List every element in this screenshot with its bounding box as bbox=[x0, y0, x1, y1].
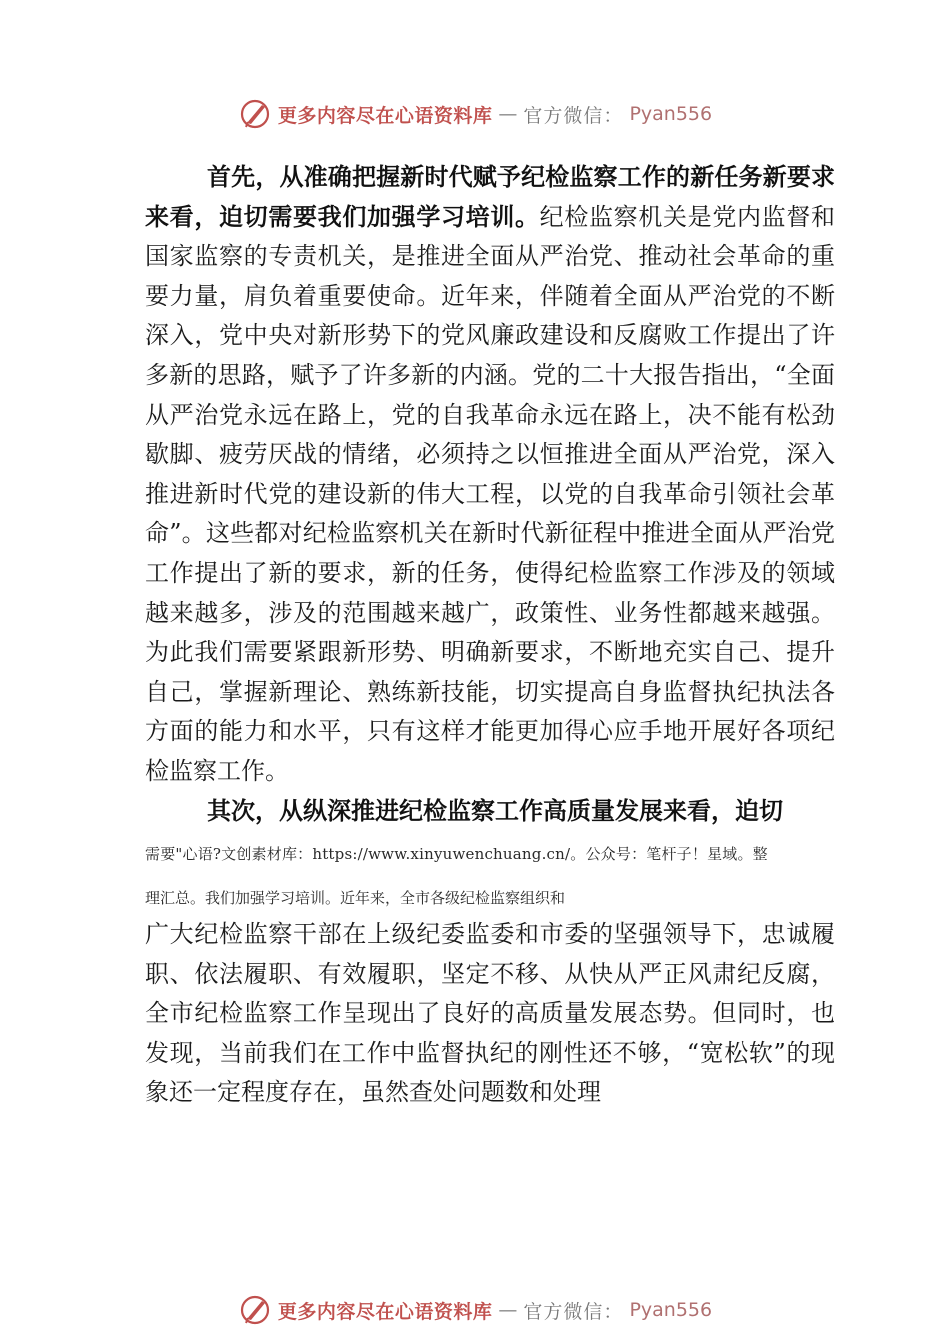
paragraph-first-lead: 首先，从准确把握新时代赋予纪检监察工作的新任务新要求来看，迫切需要我们加强学习培训。 bbox=[145, 163, 835, 231]
paragraph-first-body: 纪检监察机关是党内监督和国家监察的专责机关，是推进全面从严治党、推动社会革命的重要力量，肩负着重要使命。近年来，伴随着全面从严治党的不断深入，党中央对新形势下的党风廉政建设和反腐败工作提出了许多新的思路，赋予了许多新的内涵。党的二十大报告指出，“全面从严治党永远在路上，党的自我革命永远在路上，决不能有松劲歇脚、疲劳厌战的情绪，必须持之以恒推进全面从严治党，深入推进新时代党的建设新的伟大工程，以党的自我革命引领社会革命”。这些都对纪检监察机关在新时代新征程中推进全面从严治党工作提出了新的要求，新的任务，使得纪检监察工作涉及的领域越来越多，涉及的范围越来越广，政策性、业务性都越来越强。为此我们需要紧跟新形势、明确新要求，不断地充实自己、提升自己，掌握新理论、熟练新技能，切实提高自身监督执纪执法各方面的能力和水平，只有这样才能更加得心应手地开展好各项纪检监察工作。 bbox=[145, 202, 836, 785]
header-banner bbox=[238, 97, 712, 131]
paragraph-first bbox=[145, 158, 835, 792]
footer-handle: Pyan556 bbox=[629, 1299, 713, 1321]
header-brand: 更多内容尽在心语资料库 bbox=[277, 104, 493, 127]
page-footer bbox=[0, 1290, 950, 1330]
document-body bbox=[145, 158, 835, 1113]
source-note-line-1: 需要"心语?文创素材库：https://www.xinyuwenchuang.cn/。公众号：笔杆子！星域。整 bbox=[145, 845, 768, 864]
header-handle: Pyan556 bbox=[629, 103, 713, 125]
paragraph-second-lead: 其次，从纵深推进纪检监察工作高质量发展来看，迫切 bbox=[207, 796, 783, 825]
quill-logo-icon bbox=[238, 1293, 272, 1327]
source-note-line-2: 理汇总。我们加强学习培训。近年来，全市各级纪检监察组织和 bbox=[145, 889, 566, 908]
footer-banner bbox=[238, 1293, 712, 1327]
paragraph-third: 广大纪检监察干部在上级纪委监委和市委的坚强领导下，忠诚履职、依法履职、有效履职，坚定不移、从快从严正风肃纪反腐，全市纪检监察工作呈现出了良好的高质量发展态势。但同时，也发现，当前我们在工作中监督执纪的刚性还不够，“宽松软”的现象还一定程度存在，虽然查处问题数和处理 bbox=[145, 920, 835, 1107]
paragraph-second bbox=[145, 792, 835, 832]
header-dash: — bbox=[498, 103, 518, 125]
quill-logo-icon bbox=[238, 97, 272, 131]
footer-official: 官方微信： bbox=[523, 1300, 624, 1323]
page-header bbox=[0, 94, 950, 134]
header-official: 官方微信： bbox=[523, 104, 624, 127]
footer-dash: — bbox=[498, 1299, 518, 1321]
footer-brand: 更多内容尽在心语资料库 bbox=[277, 1300, 493, 1323]
